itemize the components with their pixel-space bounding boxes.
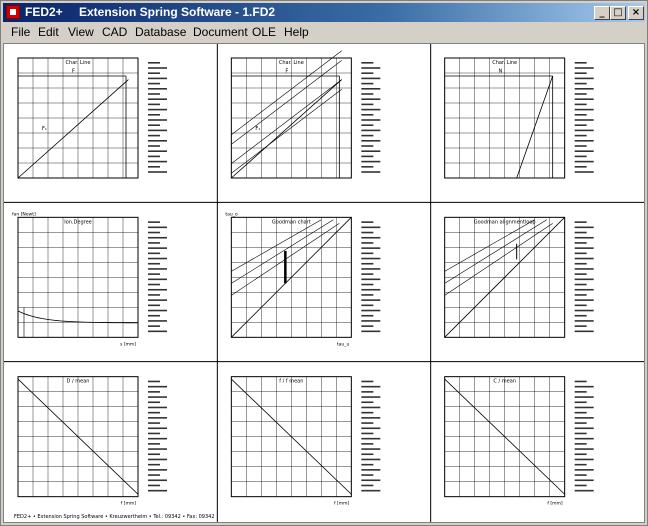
data-text-block (575, 232, 587, 234)
data-text-block (361, 381, 373, 383)
data-text-block (148, 93, 160, 95)
data-text-block (575, 438, 594, 440)
data-text-block (361, 237, 380, 239)
menu-file[interactable]: File (11, 25, 31, 39)
data-text-block (148, 459, 167, 461)
data-text-block (148, 381, 160, 383)
data-text-block (575, 412, 587, 414)
data-text-block (148, 119, 167, 121)
data-text-block (148, 310, 167, 312)
data-text-block (148, 156, 160, 158)
data-text-block (148, 443, 160, 445)
data-text-block (361, 396, 380, 398)
footer-text: FED2+ • Extension Spring Software • Kreuzwertheim • Tel.: 09342 • Fax: 09342 (14, 514, 215, 520)
characteristic-line (18, 80, 128, 178)
app-icon[interactable] (6, 5, 20, 19)
data-text-block (361, 114, 373, 116)
data-text-block (361, 227, 380, 229)
data-text-block (575, 62, 587, 64)
data-text-block (148, 396, 167, 398)
app-name: FED2+ (25, 5, 63, 19)
force-label: F₁ (255, 126, 261, 132)
data-text-block (148, 232, 160, 234)
data-text-block (361, 171, 380, 173)
data-text-block (575, 227, 594, 229)
data-text-block (575, 325, 587, 327)
data-text-block (148, 305, 160, 307)
data-text-block (575, 490, 594, 492)
data-text-block (148, 109, 167, 111)
data-text-block (361, 161, 380, 163)
data-text-block (361, 135, 373, 137)
data-text-block (148, 438, 167, 440)
data-text-block (361, 479, 380, 481)
data-text-block (361, 268, 380, 270)
data-text-block (575, 469, 594, 471)
data-text-block (361, 407, 380, 409)
goodman-limit-line (231, 220, 333, 284)
data-text-block (575, 401, 587, 403)
data-text-block (361, 305, 373, 307)
data-text-block (361, 453, 373, 455)
axis-label-x: s [mm] (119, 342, 136, 348)
data-text-block (361, 310, 380, 312)
panel-title: C / mean (493, 378, 516, 385)
data-text-block (148, 221, 160, 223)
data-text-block (361, 83, 373, 85)
data-text-block (575, 381, 587, 383)
menu-edit[interactable]: Edit (38, 25, 59, 39)
data-text-block (575, 83, 587, 85)
data-text-block (575, 237, 594, 239)
data-text-block (575, 104, 587, 106)
data-text-block (148, 284, 160, 286)
tolerance-line (231, 89, 341, 173)
data-text-block (575, 161, 594, 163)
menu-document[interactable]: Document (193, 25, 248, 39)
data-text-block (361, 166, 373, 168)
data-text-block (148, 320, 167, 322)
data-text-block (361, 156, 373, 158)
data-text-block (361, 417, 380, 419)
data-text-block (148, 453, 160, 455)
minimize-button[interactable]: _ (594, 6, 610, 20)
data-text-block (148, 227, 167, 229)
goodman-limit-line (445, 223, 553, 295)
data-text-block (148, 88, 167, 90)
data-text-block (361, 443, 373, 445)
force-label: N (498, 68, 503, 75)
data-text-block (575, 93, 587, 95)
data-text-block (575, 221, 587, 223)
menu-ole[interactable]: OLE (252, 25, 277, 39)
data-text-block (575, 305, 587, 307)
goodman-limit-line (445, 220, 547, 284)
data-text-block (575, 331, 594, 333)
data-text-block (361, 150, 380, 152)
data-text-block (575, 273, 587, 275)
data-text-block (575, 135, 587, 137)
data-text-block (361, 109, 380, 111)
data-text-block (575, 78, 594, 80)
data-text-block (575, 386, 594, 388)
data-text-block (148, 279, 167, 281)
data-text-block (575, 119, 594, 121)
data-text-block (361, 242, 373, 244)
data-text-block (148, 289, 167, 291)
force-label: F (72, 68, 75, 75)
data-text-block (361, 253, 373, 255)
data-text-block (575, 433, 587, 435)
data-text-block (575, 474, 587, 476)
data-text-block (148, 294, 160, 296)
data-text-block (148, 299, 167, 301)
data-text-block (575, 485, 587, 487)
characteristic-line (231, 80, 341, 178)
data-text-block (361, 315, 373, 317)
data-text-block (148, 253, 160, 255)
data-text-block (575, 459, 594, 461)
data-text-block (361, 258, 380, 260)
data-text-block (361, 247, 380, 249)
data-text-block (148, 490, 167, 492)
data-text-block (148, 161, 167, 163)
data-text-block (148, 273, 160, 275)
data-text-block (361, 490, 380, 492)
data-text-block (575, 407, 594, 409)
data-text-block (361, 401, 373, 403)
data-text-block (575, 320, 594, 322)
data-text-block (361, 263, 373, 265)
data-text-block (148, 474, 160, 476)
data-text-block (148, 150, 167, 152)
maximize-button[interactable]: □ (610, 6, 626, 20)
data-text-block (148, 427, 167, 429)
data-text-block (575, 156, 587, 158)
data-text-block (148, 401, 160, 403)
data-text-block (148, 263, 160, 265)
data-text-block (361, 124, 373, 126)
data-text-block (361, 78, 380, 80)
data-text-block (575, 443, 587, 445)
data-text-block (575, 114, 587, 116)
menu-cad[interactable]: CAD (102, 25, 128, 39)
data-text-block (148, 386, 167, 388)
data-text-block (361, 289, 380, 291)
data-text-block (148, 412, 160, 414)
data-text-block (575, 294, 587, 296)
data-text-block (361, 67, 380, 69)
data-text-block (575, 315, 587, 317)
data-text-block (575, 263, 587, 265)
data-text-block (148, 62, 160, 64)
data-text-block (148, 104, 160, 106)
data-text-block (361, 299, 380, 301)
data-text-block (361, 474, 373, 476)
data-text-block (148, 83, 160, 85)
data-text-block (575, 289, 594, 291)
data-text-block (361, 93, 373, 95)
data-text-block (148, 391, 160, 393)
data-text-block (575, 67, 594, 69)
data-text-block (148, 407, 167, 409)
window-title: Extension Spring Software - 1.FD2 (79, 5, 276, 19)
panel-title: Ion.Degree (64, 219, 92, 226)
data-text-block (148, 72, 160, 74)
menu-view[interactable]: View (68, 25, 94, 39)
data-text-block (361, 427, 380, 429)
axis-label-x: f [mm] (547, 501, 563, 507)
data-text-block (575, 453, 587, 455)
data-text-block (361, 232, 373, 234)
data-text-block (575, 279, 594, 281)
data-text-block (361, 433, 373, 435)
menu-help[interactable]: Help (284, 25, 309, 39)
data-text-block (361, 485, 373, 487)
data-text-block (361, 72, 373, 74)
data-text-block (361, 331, 380, 333)
data-text-block (575, 150, 594, 152)
data-text-block (361, 221, 373, 223)
data-text-block (361, 98, 380, 100)
data-text-block (148, 98, 167, 100)
data-text-block (148, 114, 160, 116)
diagram-sheet (4, 44, 644, 522)
data-text-block (148, 171, 167, 173)
panel-title: Char. Line (65, 60, 91, 66)
data-text-block (575, 258, 594, 260)
data-text-block (148, 448, 167, 450)
data-text-block (361, 448, 380, 450)
data-text-block (148, 130, 167, 132)
panel-title: Char. Line (492, 60, 518, 66)
data-text-block (361, 284, 373, 286)
data-text-block (361, 422, 373, 424)
force-label: F₁ (42, 126, 47, 132)
data-text-block (575, 422, 587, 424)
axis-label-y: fan [Newt] (12, 212, 36, 218)
menu-bar (3, 23, 645, 42)
data-text-block (148, 433, 160, 435)
data-text-block (575, 417, 594, 419)
data-text-block (575, 284, 587, 286)
data-text-block (148, 331, 167, 333)
data-text-block (361, 140, 380, 142)
data-text-block (575, 166, 587, 168)
data-text-block (575, 88, 594, 90)
panel-title: Goodman chart (271, 219, 311, 226)
data-text-block (575, 396, 594, 398)
data-text-block (361, 320, 380, 322)
document-view[interactable] (3, 43, 645, 523)
axis-label-x: f [mm] (120, 501, 136, 507)
data-text-block (361, 104, 373, 106)
data-text-block (361, 469, 380, 471)
panel-title: Goodman alignmentloop (473, 219, 536, 226)
data-text-block (148, 78, 167, 80)
data-text-block (148, 166, 160, 168)
data-text-block (575, 427, 594, 429)
data-text-block (148, 315, 160, 317)
data-text-block (361, 438, 380, 440)
data-text-block (575, 268, 594, 270)
data-text-block (148, 422, 160, 424)
data-text-block (575, 464, 587, 466)
data-text-block (575, 448, 594, 450)
data-text-block (575, 130, 594, 132)
data-text-block (148, 464, 160, 466)
axis-label-x: tau_u (336, 342, 350, 348)
panel-title: D / mean (66, 378, 90, 385)
data-text-block (148, 417, 167, 419)
data-text-block (148, 145, 160, 147)
data-text-block (575, 299, 594, 301)
data-text-block (361, 386, 380, 388)
data-text-block (148, 135, 160, 137)
axis-label-y: tau_o (225, 212, 238, 218)
data-text-block (148, 237, 167, 239)
data-text-block (148, 485, 160, 487)
data-text-block (575, 98, 594, 100)
data-text-block (575, 109, 594, 111)
panel-title: Char. Line (278, 60, 304, 66)
data-text-block (361, 279, 380, 281)
data-text-block (361, 273, 373, 275)
data-text-block (361, 119, 380, 121)
data-text-block (148, 67, 167, 69)
data-text-block (361, 88, 380, 90)
data-text-block (361, 464, 373, 466)
data-text-block (575, 253, 587, 255)
data-text-block (148, 124, 160, 126)
data-text-block (575, 145, 587, 147)
data-text-block (575, 310, 594, 312)
data-text-block (575, 391, 587, 393)
panel-title: f / f mean (279, 378, 304, 385)
data-text-block (575, 140, 594, 142)
tolerance-line (231, 80, 341, 164)
data-text-block (361, 145, 373, 147)
data-text-block (575, 124, 587, 126)
data-text-block (575, 242, 587, 244)
axis-label-x: f [mm] (334, 501, 350, 507)
data-text-block (575, 247, 594, 249)
data-text-block (148, 268, 167, 270)
data-text-block (361, 459, 380, 461)
data-text-block (361, 294, 373, 296)
data-text-block (361, 391, 373, 393)
close-button[interactable]: × (628, 6, 644, 20)
data-text-block (148, 140, 167, 142)
data-text-block (148, 325, 160, 327)
force-label: F (285, 68, 289, 75)
data-text-block (361, 412, 373, 414)
data-text-block (148, 247, 167, 249)
data-text-block (575, 72, 587, 74)
title-bar[interactable] (3, 3, 645, 22)
data-text-block (361, 325, 373, 327)
data-text-block (148, 469, 167, 471)
data-text-block (575, 171, 594, 173)
data-text-block (361, 62, 373, 64)
data-text-block (148, 258, 167, 260)
data-text-block (361, 130, 380, 132)
data-text-block (148, 479, 167, 481)
data-text-block (148, 242, 160, 244)
menu-database[interactable]: Database (135, 25, 187, 39)
data-text-block (575, 479, 594, 481)
